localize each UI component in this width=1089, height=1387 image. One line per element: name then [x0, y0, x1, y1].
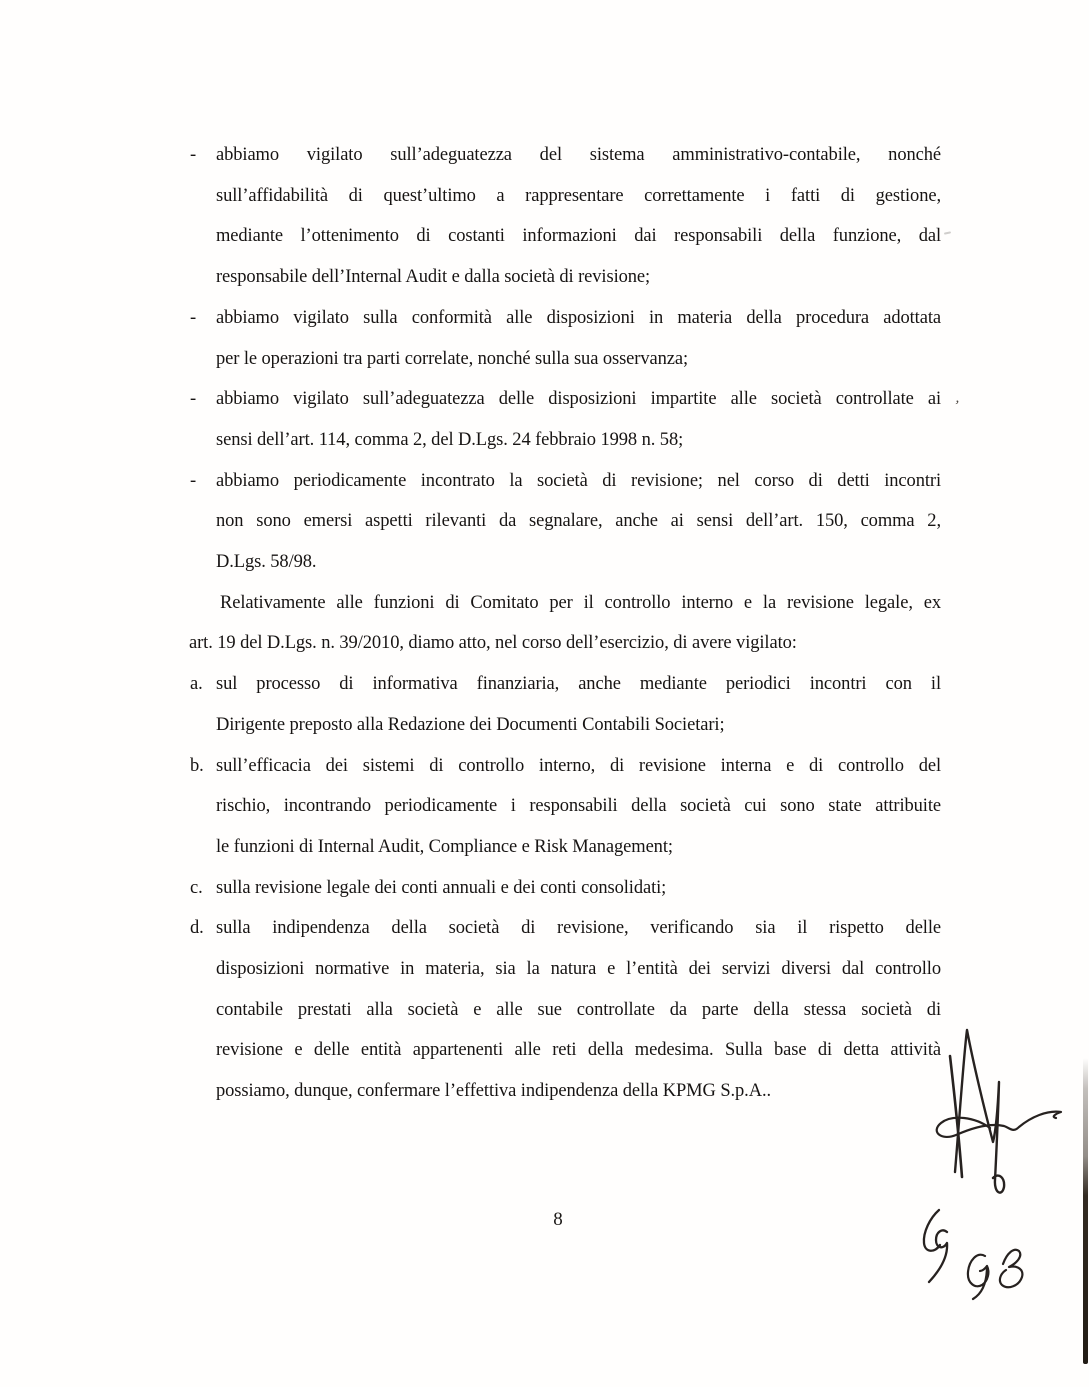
- text-line: sull’efficacia dei sistemi di controllo interno, di revisione interna e di controllo del: [216, 755, 941, 776]
- list-marker: b.: [190, 755, 204, 776]
- handwritten-initials-gb-icon: [968, 1250, 1022, 1299]
- text-line: abbiamo vigilato sull’adeguatezza del sistema amministrativo-contabile, nonché: [216, 145, 941, 165]
- paragraph: [189, 746, 941, 868]
- text-line: possiamo, dunque, confermare l’effettiva indipendenza della KPMG S.p.A..: [216, 1081, 772, 1102]
- scan-artifact-vertical-line: [1083, 1058, 1088, 1364]
- text-line: art. 19 del D.Lgs. n. 39/2010, diamo atto, nel corso dell’esercizio, di avere vigilato:: [189, 633, 797, 654]
- text-line: abbiamo periodicamente incontrato la società di revisione; nel corso di detti incontri: [216, 470, 941, 491]
- list-marker: -: [190, 307, 197, 328]
- text-line: abbiamo vigilato sulla conformità alle disposizioni in materia della procedura adottata: [216, 307, 941, 328]
- scan-speckle-comma: ,: [954, 389, 961, 407]
- body-text: [189, 135, 941, 1112]
- text-line: abbiamo vigilato sull’adeguatezza delle disposizioni impartite alle società controllate ai: [216, 389, 941, 410]
- text-line: D.Lgs. 58/98.: [216, 552, 317, 573]
- text-line: le funzioni di Internal Audit, Compliance e Risk Management;: [216, 836, 673, 857]
- text-line: sensi dell’art. 114, comma 2, del D.Lgs. 24 febbraio 1998 n. 58;: [216, 429, 684, 450]
- list-marker: a.: [190, 674, 203, 695]
- text-line: per le operazioni tra parti correlate, nonché sulla sua osservanza;: [216, 348, 689, 369]
- paragraph: [189, 298, 941, 379]
- text-line: revisione e delle entità appartenenti alle reti della medesima. Sulla base di detta attività: [216, 1040, 941, 1061]
- paragraph: [189, 908, 941, 1112]
- text-line: sulla revisione legale dei conti annuali e dei conti consolidati;: [216, 877, 667, 898]
- text-line: sull’affidabilità di quest’ultimo a rappresentare correttamente i fatti di gestione,: [216, 185, 941, 206]
- text-line: non sono emersi aspetti rilevanti da segnalare, anche ai sensi dell’art. 150, comma 2,: [216, 511, 941, 532]
- text-line: sulla indipendenza della società di revisione, verificando sia il rispetto delle: [216, 918, 941, 939]
- list-marker: -: [190, 145, 197, 165]
- text-line: disposizioni normative in materia, sia la natura e l’entità dei servizi diversi dal controllo: [216, 959, 941, 980]
- signature-flourish-icon: [937, 1030, 1061, 1193]
- list-marker: c.: [190, 877, 203, 898]
- text-line: rischio, incontrando periodicamente i responsabili della società cui sono state attribuite: [216, 796, 941, 817]
- handwritten-initials-cg-icon: [924, 1210, 947, 1282]
- paragraph: [189, 461, 941, 583]
- text-line: responsabile dell’Internal Audit e dalla società di revisione;: [216, 267, 651, 288]
- text-line: Relativamente alle funzioni di Comitato per il controllo interno e la revisione legale, ex: [220, 592, 941, 613]
- handwritten-signature-block: [915, 1020, 1075, 1320]
- paragraph: [189, 583, 941, 664]
- list-marker: -: [190, 470, 197, 491]
- list-marker: -: [190, 389, 197, 410]
- text-line: sul processo di informativa finanziaria, anche mediante periodici incontri con il: [216, 674, 941, 695]
- page-number: 8: [553, 1209, 563, 1230]
- text-line: Dirigente preposto alla Redazione dei Documenti Contabili Societari;: [216, 714, 725, 735]
- paragraph: [189, 379, 941, 460]
- paragraph: [189, 868, 941, 909]
- text-line: contabile prestati alla società e alle sue controllate da parte della stessa società di: [216, 999, 941, 1020]
- scan-speckle-dash: [944, 231, 951, 234]
- paragraph: [189, 664, 941, 745]
- text-line: mediante l’ottenimento di costanti informazioni dai responsabili della funzione, dal: [216, 226, 941, 247]
- paragraph: [189, 135, 941, 298]
- list-marker: d.: [190, 918, 204, 939]
